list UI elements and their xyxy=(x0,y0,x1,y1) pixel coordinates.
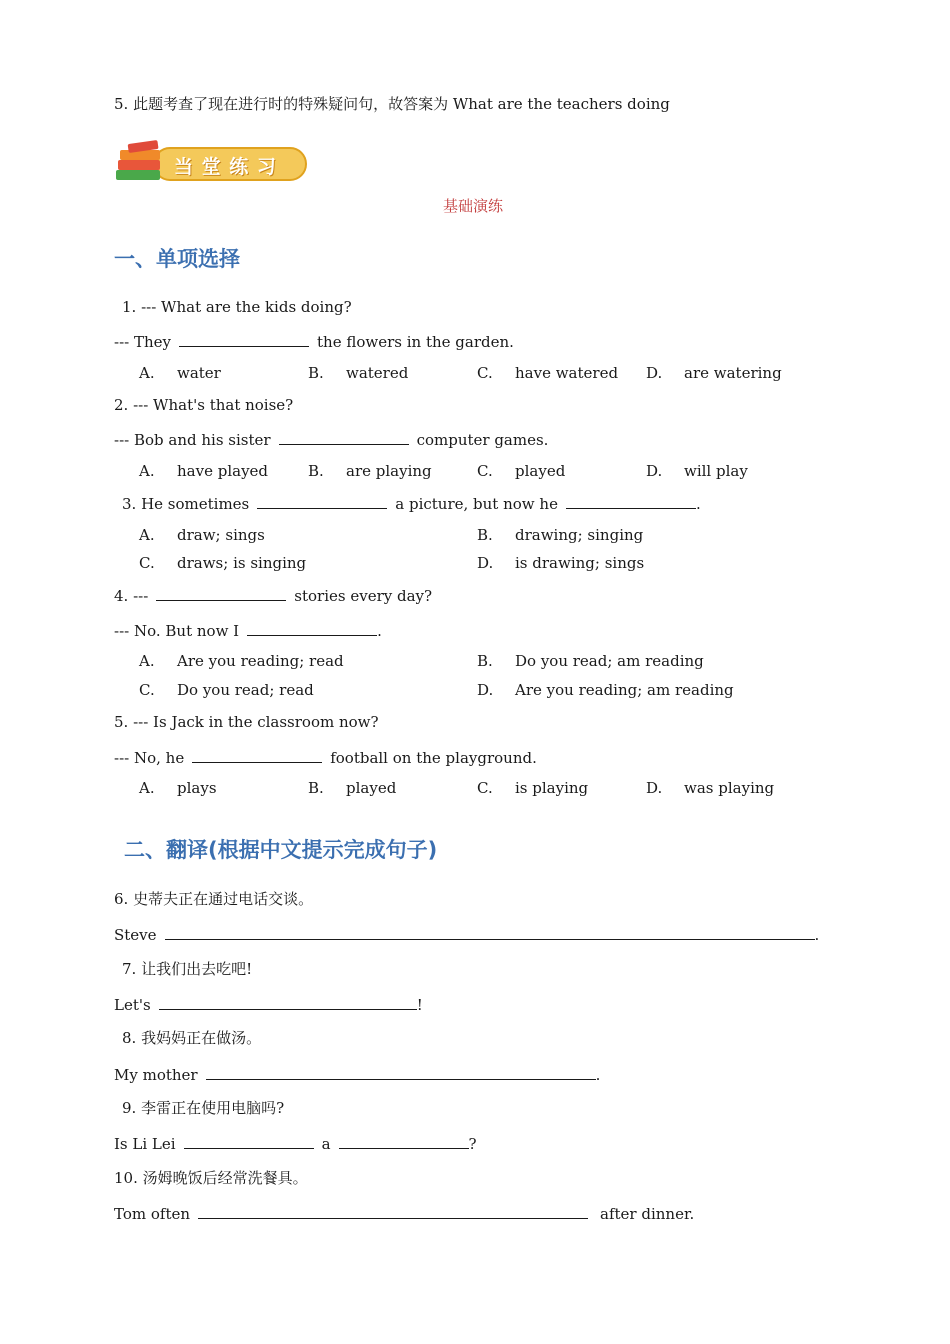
exercise-banner xyxy=(114,140,310,190)
q3-sentence: 3. He sometimes a picture, but now he . xyxy=(122,495,701,513)
subtitle: 基础演练 xyxy=(443,197,504,215)
q4-blank-2[interactable] xyxy=(247,620,377,636)
q2-blank[interactable] xyxy=(279,429,409,445)
q4-option-d[interactable]: D. Are you reading; am reading xyxy=(477,681,734,699)
q2-option-d[interactable]: D. will play xyxy=(646,462,748,480)
q3-blank-2[interactable] xyxy=(566,493,696,509)
q5-option-c[interactable]: C. is playing xyxy=(477,779,589,797)
q1-option-b[interactable]: B. watered xyxy=(308,364,409,382)
q6-chinese: 6. 史蒂夫正在通过电话交谈。 xyxy=(114,890,314,908)
q9-chinese: 9. 李雷正在使用电脑吗? xyxy=(122,1099,285,1117)
q1-question: 1. --- What are the kids doing? xyxy=(122,298,352,316)
section1-title: 一、单项选择 xyxy=(114,247,240,271)
banner-label: 当 堂 练 习 xyxy=(174,156,277,178)
q8-sentence: My mother . xyxy=(114,1066,601,1084)
q5-blank[interactable] xyxy=(192,747,322,763)
q9-blank-1[interactable] xyxy=(184,1133,314,1149)
q1-option-d[interactable]: D. are watering xyxy=(646,364,782,382)
q8-blank[interactable] xyxy=(206,1064,596,1080)
q9-blank-2[interactable] xyxy=(339,1133,469,1149)
q2-question: 2. --- What's that noise? xyxy=(114,396,294,414)
intro-note: 5. 此题考查了现在进行时的特殊疑问句，故答案为 What are the teachers doing xyxy=(114,95,670,113)
q7-blank[interactable] xyxy=(159,994,417,1010)
q10-blank[interactable] xyxy=(198,1203,588,1219)
q6-sentence: Steve . xyxy=(114,926,820,944)
q5-option-a[interactable]: A. plays xyxy=(139,779,217,797)
q1-option-a[interactable]: A. water xyxy=(139,364,221,382)
q8-chinese: 8. 我妈妈正在做汤。 xyxy=(122,1029,262,1047)
q3-option-a[interactable]: A. draw; sings xyxy=(139,526,265,544)
q3-blank-1[interactable] xyxy=(257,493,387,509)
q4-option-b[interactable]: B. Do you read; am reading xyxy=(477,652,704,670)
section2-title: 二、翻译(根据中文提示完成句子) xyxy=(124,838,438,862)
q4-blank-1[interactable] xyxy=(156,585,286,601)
q5-option-b[interactable]: B. played xyxy=(308,779,397,797)
q2-option-a[interactable]: A. have played xyxy=(139,462,269,480)
q3-option-d[interactable]: D. is drawing; sings xyxy=(477,554,645,572)
q3-option-c[interactable]: C. draws; is singing xyxy=(139,554,307,572)
q2-option-b[interactable]: B. are playing xyxy=(308,462,432,480)
q4-option-a[interactable]: A. Are you reading; read xyxy=(139,652,344,670)
q5-sentence: --- No, he football on the playground. xyxy=(114,749,537,767)
q4-option-c[interactable]: C. Do you read; read xyxy=(139,681,314,699)
q10-chinese: 10. 汤姆晚饭后经常洗餐具。 xyxy=(114,1169,308,1187)
q2-sentence: --- Bob and his sister computer games. xyxy=(114,431,549,449)
q10-sentence: Tom often after dinner. xyxy=(114,1205,695,1223)
q5-option-d[interactable]: D. was playing xyxy=(646,779,775,797)
q7-chinese: 7. 让我们出去吃吧! xyxy=(122,960,253,978)
q2-option-c[interactable]: C. played xyxy=(477,462,566,480)
q4-answer: --- No. But now I . xyxy=(114,622,382,640)
q4-question: 4. --- stories every day? xyxy=(114,587,433,605)
q1-blank[interactable] xyxy=(179,331,309,347)
q1-sentence: --- They the flowers in the garden. xyxy=(114,333,514,351)
q1-option-c[interactable]: C. have watered xyxy=(477,364,619,382)
q6-blank[interactable] xyxy=(165,924,815,940)
q5-question: 5. --- Is Jack in the classroom now? xyxy=(114,713,379,731)
q9-sentence: Is Li Lei a ? xyxy=(114,1135,477,1153)
q7-sentence: Let's ! xyxy=(114,996,423,1014)
q3-option-b[interactable]: B. drawing; singing xyxy=(477,526,644,544)
